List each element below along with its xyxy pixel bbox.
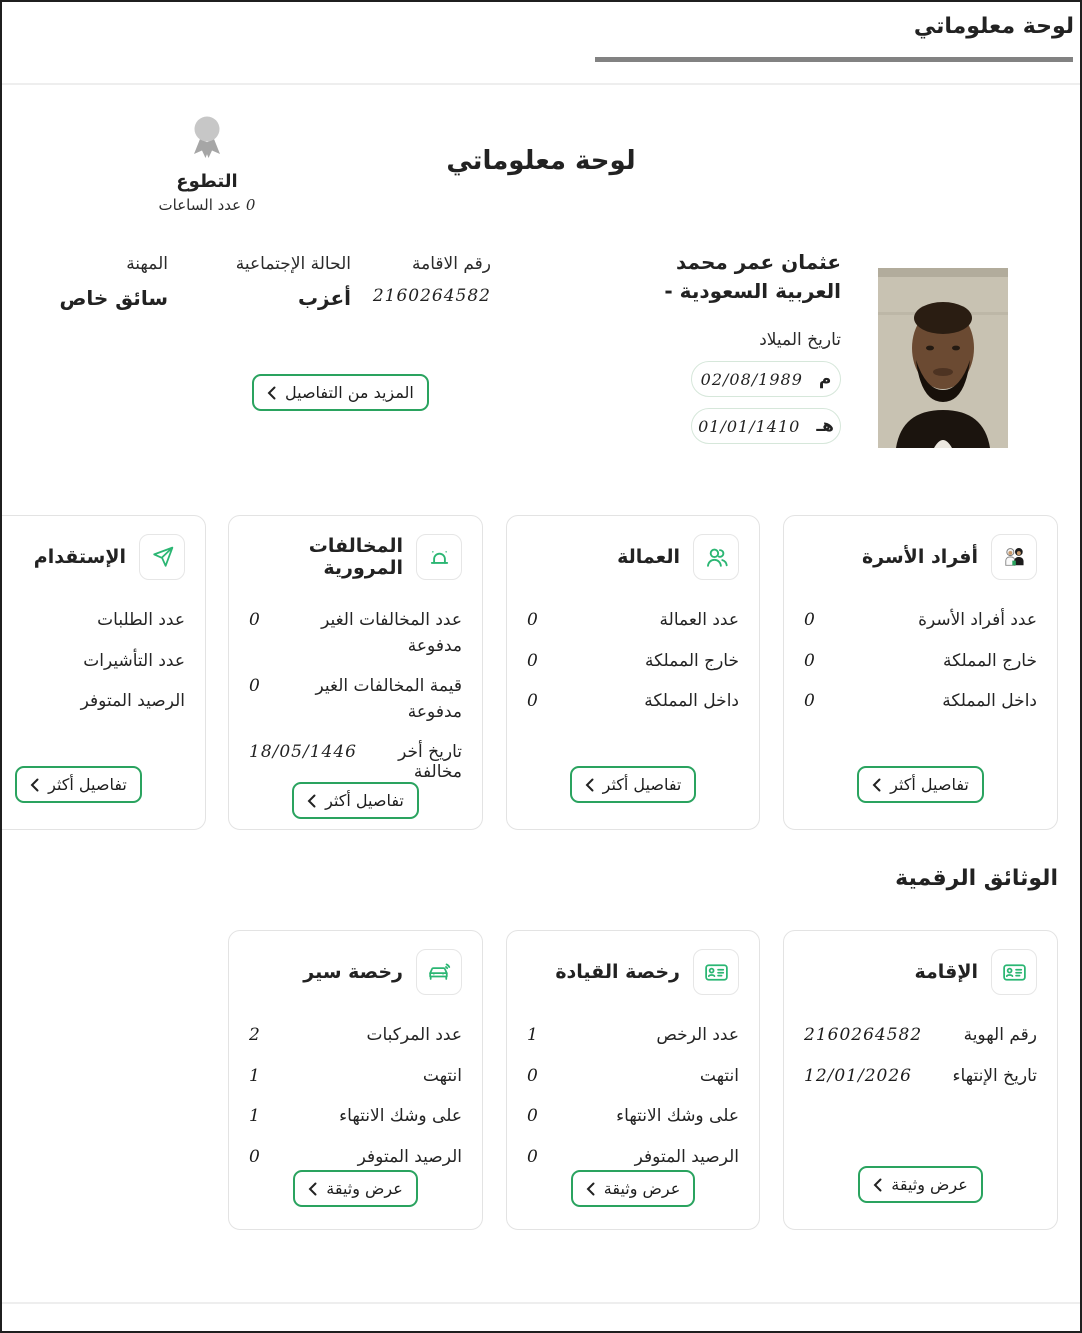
chevron-left-icon: [267, 386, 276, 400]
iqama-number-value: 2160264582: [372, 286, 491, 306]
family-more-details-button[interactable]: تفاصيل أكثر: [857, 766, 984, 803]
dashboard-title: لوحة معلوماتي: [446, 146, 636, 176]
traffic-more-details-button[interactable]: تفاصيل أكثر: [292, 782, 419, 819]
iqama-row-id-number: رقم الهوية 2160264582: [804, 1025, 1037, 1045]
family-row-outside: خارج المملكة 0: [804, 650, 1037, 671]
workers-icon: [693, 534, 739, 580]
footer-divider: [2, 1302, 1080, 1304]
license-row-expired: انتهت 0: [527, 1065, 739, 1086]
chevron-left-icon: [307, 794, 316, 808]
family-card-title: أفراد الأسرة: [861, 546, 978, 568]
gregorian-marker: م: [818, 369, 832, 389]
chevron-left-icon: [873, 1178, 882, 1192]
labor-card-title: العمالة: [617, 546, 680, 568]
driving-license-view-document-button[interactable]: عرض وثيقة: [571, 1170, 695, 1207]
family-members-card: [783, 515, 1058, 830]
labor-row-total: عدد العمالة 0: [527, 610, 739, 630]
traffic-last-violation: تاريخ أخر مخالفة 18/05/1446: [249, 742, 462, 782]
tab-indicator-bar: [595, 57, 1073, 62]
vehicle-registration-card-title: رخصة سير: [303, 961, 403, 983]
person-name: عثمان عمر محمد: [675, 250, 841, 274]
car-signal-icon: [416, 949, 462, 995]
family-row-total: عدد أفراد الأسرة 0: [804, 610, 1037, 630]
family-icon: [991, 534, 1037, 580]
chevron-left-icon: [30, 778, 39, 792]
recruitment-card: [0, 515, 206, 830]
hijri-date: 01/01/1410: [698, 416, 801, 436]
volunteer-hours-value: 0: [245, 196, 256, 214]
chevron-left-icon: [585, 778, 594, 792]
more-details-label: المزيد من التفاصيل: [285, 383, 414, 402]
recruitment-more-details-button[interactable]: تفاصيل أكثر: [15, 766, 142, 803]
labor-row-inside: داخل المملكة 0: [527, 691, 739, 711]
gregorian-date-pill: [691, 361, 841, 397]
plane-icon: [139, 534, 185, 580]
license-row-balance: الرصيد المتوفر 0: [527, 1146, 739, 1167]
license-row-count: عدد الرخص 1: [527, 1025, 739, 1045]
driving-license-card-title: رخصة القيادة: [555, 961, 680, 983]
gregorian-date: 02/08/1989: [700, 369, 803, 389]
recruitment-row-balance: الرصيد المتوفر: [80, 691, 185, 711]
birth-date-label: تاريخ الميلاد: [759, 330, 841, 350]
license-row-about-to-expire: على وشك الانتهاء 0: [527, 1106, 739, 1126]
chevron-left-icon: [586, 1182, 595, 1196]
hijri-marker: هـ: [816, 416, 834, 436]
iqama-number-label: رقم الاقامة: [412, 254, 491, 274]
traffic-violations-card: [228, 515, 483, 830]
id-card-icon: [693, 949, 739, 995]
volunteer-hours-label: عدد الساعات: [158, 196, 242, 214]
occupation-field: [59, 254, 168, 310]
chevron-left-icon: [872, 778, 881, 792]
vehicle-row-expired: انتهت 1: [249, 1065, 462, 1086]
marital-status-field: [236, 254, 351, 310]
labor-more-details-button[interactable]: تفاصيل أكثر: [570, 766, 697, 803]
volunteer-hours: [117, 196, 297, 214]
person-nationality: العربية السعودية -: [664, 279, 841, 303]
iqama-card-title: الإقامة: [914, 961, 978, 983]
page-header-tab: لوحة معلوماتي: [913, 14, 1074, 39]
identity-block: [521, 248, 841, 444]
labor-row-outside: خارج المملكة 0: [527, 650, 739, 671]
iqama-row-expiry: تاريخ الإنتهاء 12/01/2026: [804, 1065, 1037, 1086]
labor-card: [506, 515, 760, 830]
marital-status-label: الحالة الإجتماعية: [235, 254, 351, 274]
profile-photo: [878, 268, 1008, 448]
traffic-row-unpaid-count: عدد المخالفات الغير مدفوعة 0: [249, 610, 462, 656]
header-divider: [2, 83, 1080, 85]
vehicle-row-count: عدد المركبات 2: [249, 1025, 462, 1045]
driving-license-card: [506, 930, 760, 1230]
recruitment-row-visas: عدد التأشيرات: [83, 650, 185, 671]
vehicle-registration-view-document-button[interactable]: عرض وثيقة: [293, 1170, 417, 1207]
family-row-inside: داخل المملكة 0: [804, 691, 1037, 711]
marital-status-value: أعزب: [297, 286, 351, 310]
vehicle-row-about-to-expire: على وشك الانتهاء 1: [249, 1106, 462, 1126]
volunteer-title: التطوع: [176, 171, 238, 192]
recruitment-row-requests: عدد الطلبات: [97, 610, 185, 630]
traffic-card-title: المخالفات المرورية: [308, 535, 403, 579]
more-details-button[interactable]: [252, 374, 429, 411]
occupation-label: المهنة: [126, 254, 168, 274]
siren-icon: [416, 534, 462, 580]
id-card-icon: [991, 949, 1037, 995]
occupation-value: سائق خاص: [59, 286, 168, 310]
digital-documents-title: الوثائق الرقمية: [895, 866, 1058, 891]
chevron-left-icon: [308, 1182, 317, 1196]
iqama-number-field: [373, 254, 491, 306]
recruitment-card-title: الإستقدام: [33, 546, 126, 568]
vehicle-registration-card: [228, 930, 483, 1230]
iqama-document-card: [783, 930, 1058, 1230]
iqama-view-document-button[interactable]: عرض وثيقة: [858, 1166, 982, 1203]
traffic-row-unpaid-amount: قيمة المخالفات الغير مدفوعة 0: [249, 676, 462, 722]
vehicle-row-balance: الرصيد المتوفر 0: [249, 1146, 462, 1167]
hijri-date-pill: [691, 408, 841, 444]
